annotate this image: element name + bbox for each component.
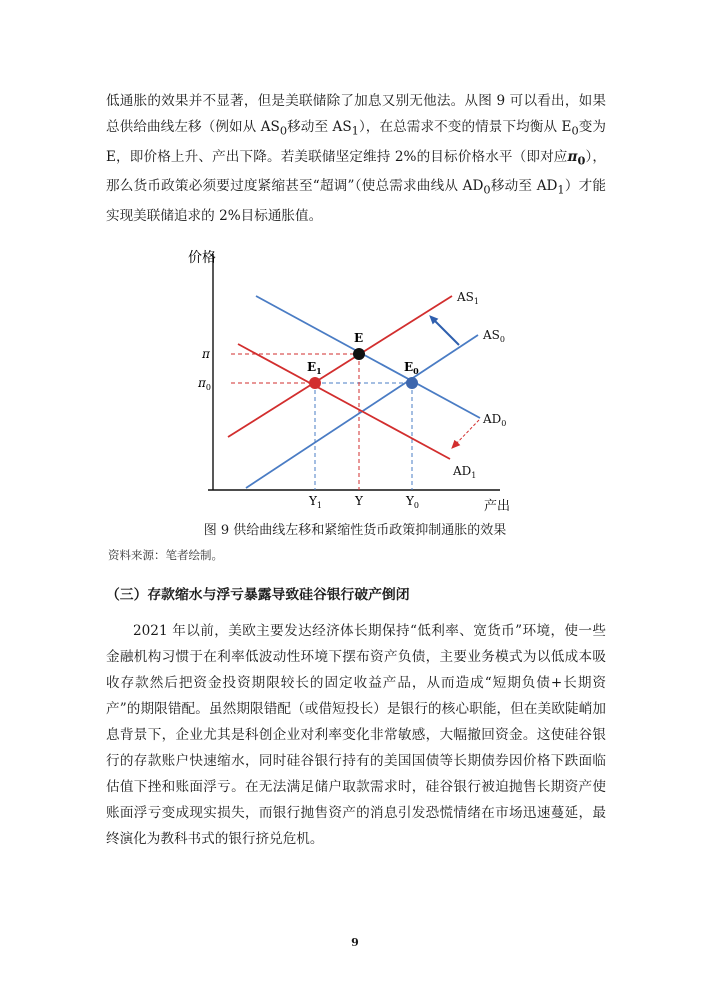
curve-ad1 [238,344,450,459]
ad-shift-arrow [454,420,479,446]
output-label-y0: $Y_0$ [406,494,420,510]
figure-caption: 图 9 供给曲线左移和紧缩性货币政策抑制通胀的效果 [203,523,507,538]
label-as0: $AS_0$ [483,328,505,344]
section-heading: （三）存款缩水与浮亏暴露导致硅谷银行破产倒闭 [106,587,410,603]
point-e0 [406,377,418,389]
supply-demand-figure [170,240,510,515]
figure-source: 资料来源：笔者绘制。 [108,548,223,562]
point-e1 [309,377,321,389]
label-ad1: $AD_1$ [453,464,477,480]
page-number: 9 [351,936,359,949]
paragraph-body: 2021 年以前，美欧主要发达经济体长期保持“低利率、宽货币”环境，使一些金融机构习惯于在利率低波动性环境下摆布资产负债，主要业务模式为以低成本吸收存款然后把资金投资期限较长的固定收益产品，从而造成“短期负债+长期资产”的期限错配。虽然期限错配（或借短投长）是银行的核心职能，但在美欧陡峭加息背景下，企业尤其是科创企业对利率变化非常敏感，大幅撤回资金。这使硅谷银行的存款账户快速缩水，同时硅谷银行持有的美国国债等长期债券因价格下跌面临估值下挫和账面浮亏。在无法满足储户取款需求时，硅谷银行被迫抛售长期资产使账面浮亏变成现实损失，而银行抛售资产的消息引发恐慌情绪在市场迅速蔓延，最终演化为教科书式的银行挤兑危机。 [106,623,606,847]
label-e1: $E_1$ [307,360,322,376]
price-label-pi: π [202,347,210,361]
label-as1: $AS_1$ [457,290,479,306]
paragraph-intro: 低通胀的效果并不显著，但是美联储除了加息又别无他法。从图 9 可以看出，如果总供给曲线左移（例如从 $AS_0$移动至 $AS_1$），在总需求不变的情景下均衡从 $E_0$变为 E，即价格上升、产出下降。若美联储坚定维持 2%的目标价格水平（即对应$\pi_0$），那么货币政策必须要过度紧缩甚至“超调”（使总需求曲线从 $AD_0$移动至 $AD_1$）才能实现美联储追求的 2%目标通胀值。 [106,93,607,225]
curve-ad0 [256,296,480,418]
label-ad0: $AD_0$ [483,412,507,428]
x-axis-label: 产出 [484,499,510,514]
label-e: E [354,331,364,345]
y-axis-label: 价格 [188,250,216,266]
point-e [353,348,365,360]
label-e0: $E_0$ [404,360,419,376]
output-label-y: Y [355,494,363,508]
as-shift-arrow [432,318,459,345]
output-label-y1: $Y_1$ [309,494,323,510]
price-label-pi0: $\pi_0$ [198,376,211,392]
